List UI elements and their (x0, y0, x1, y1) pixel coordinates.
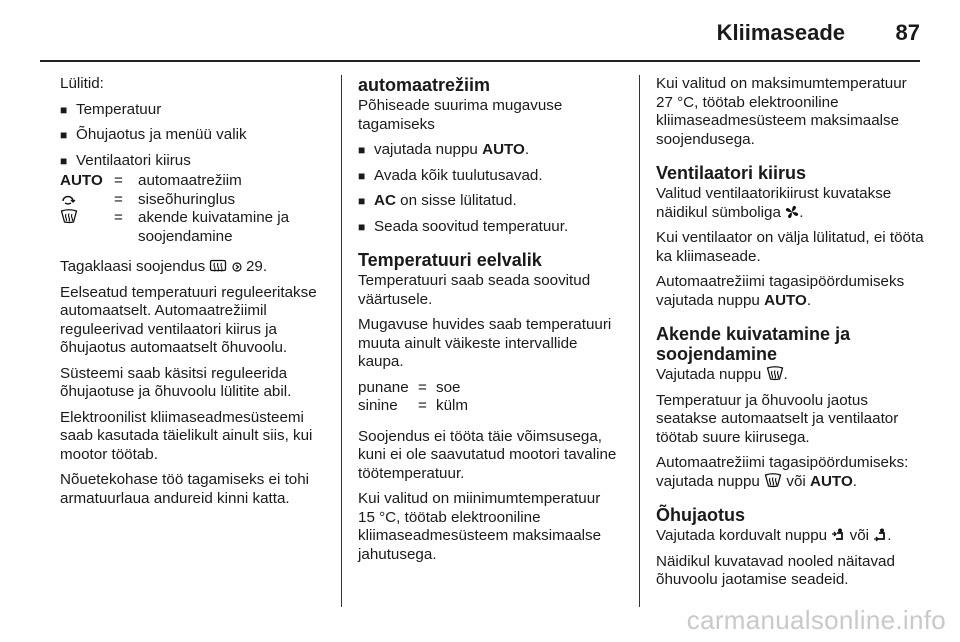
list-item: ■ Avada kõik tuulutusavad. (358, 166, 543, 184)
page-reference: 29. (245, 258, 268, 275)
definition-row: = siseõhuringlus (60, 191, 332, 210)
paragraph: Vajutada nuppu . (656, 366, 788, 383)
recirculation-icon (60, 192, 76, 206)
air-distribution-lower-icon (873, 528, 887, 542)
definition-row: AUTO = automaatrežiim (60, 172, 242, 189)
air-distribution-upper-icon (831, 528, 845, 542)
paragraph: Automaatrežiimi tagasipöördumiseks vajutada nuppu AUTO. (656, 273, 905, 309)
list-item: ■ Ventilaatori kiirus (60, 151, 191, 169)
paragraph: Eelseatud temperatuuri reguleeritakse automaatselt. Automaatrežiimil reguleerivad ventilaatori kiirus ja õhujaotus automaatselt õhuvoolu. (60, 283, 317, 356)
page-reference-icon (232, 261, 242, 273)
column-divider-2 (639, 75, 640, 607)
switches-label: Lülitid: (60, 75, 104, 92)
list-item: ■ vajutada nuppu AUTO. (358, 141, 530, 158)
bullet-icon: ■ (60, 128, 68, 142)
paragraph: Soojendus ei tööta täie võimsusega, kuni ei ole saavutatud mootori tavaline töötemperatuur. (358, 427, 617, 482)
list-item: ■ Temperatuur (60, 100, 162, 118)
section-heading: Temperatuuri eelvalik (358, 250, 542, 270)
paragraph: Põhiseade suurima mugavuse tagamiseks (358, 97, 563, 133)
definition-row: sinine = külm (358, 397, 469, 414)
definition-row: punane = soe (358, 378, 461, 396)
bullet-icon: ■ (358, 168, 366, 183)
switch-definitions (60, 172, 332, 246)
section-heading: Akende kuivatamine ja soojendamine (656, 324, 851, 364)
column-1 (60, 75, 332, 515)
section-heading: automaatrežiim (358, 75, 491, 95)
paragraph: Mugavuse huvides saab temperatuuri muuta ainult väikeste intervallide kaupa. (358, 316, 612, 370)
paragraph: Elektroonilist kliimaseadmesüsteemi saab kasutada täielikult ainult siis, kui mootor töötab. (60, 408, 313, 463)
bullet-icon: ■ (60, 153, 68, 168)
bullet-icon: ■ (358, 194, 366, 208)
definition-row: = akende kuivatamine ja soojendamine (60, 209, 332, 246)
rear-window-heating-icon (209, 259, 227, 273)
column-3 (656, 75, 924, 597)
windshield-defrost-icon (60, 209, 78, 224)
paragraph: Kui valitud on maksimumtemperatuur 27 °C, töötab elektrooniline kliimaseadmesüsteem maksimaalse soojendusega. (656, 75, 907, 148)
definition-term: AUTO (60, 172, 103, 189)
list-item: ■ Õhujaotus ja menüü valik (60, 126, 247, 143)
column-divider-1 (341, 75, 342, 607)
bullet-icon: ■ (60, 102, 68, 117)
paragraph: Süsteemi saab käsitsi reguleerida õhujaotuse ja õhuvoolu lülitite abil. (60, 364, 292, 400)
column-2 (358, 75, 620, 571)
paragraph: Vajutada korduvalt nuppu või . (656, 527, 892, 544)
paragraph: Kui ventilaator on välja lülitatud, ei tööta ka kliimaseade. (656, 229, 924, 265)
bullet-icon: ■ (358, 143, 366, 157)
paragraph: Automaatrežiimi tagasipöördumiseks: vajutada nuppu või AUTO. (656, 454, 909, 490)
fan-icon (785, 205, 799, 219)
windshield-defrost-icon (764, 473, 782, 488)
paragraph: Temperatuur ja õhuvoolu jaotus seatakse automaatselt ja ventilaator töötab suure kiirusega. (656, 391, 899, 446)
paragraph: Temperatuuri saab seada soovitud väärtusele. (358, 272, 591, 308)
rear-window-heating-ref: Tagaklaasi soojendus 29. (60, 258, 268, 275)
watermark: carmanualsonline.info (686, 605, 946, 635)
paragraph: Nõuetekohase töö tagamiseks ei tohi armatuurlaua andureid kinni katta. (60, 471, 310, 507)
page-number: 87 (895, 20, 920, 45)
page-header (0, 14, 960, 50)
list-item: ■ AC on sisse lülitatud. (358, 192, 517, 209)
paragraph: Näidikul kuvatavad nooled näitavad õhuvoolu jaotamise seadeid. (656, 552, 895, 588)
windshield-defrost-icon (766, 366, 784, 381)
section-heading: Ventilaatori kiirus (656, 163, 807, 183)
paragraph: Valitud ventilaatorikiirust kuvatakse näidikul sümboliga . (656, 185, 892, 221)
paragraph: Kui valitud on miinimumtemperatuur 15 °C, töötab elektrooniline kliimaseadmesüsteem maksimaalse jahutusega. (358, 490, 602, 563)
header-rule (40, 60, 920, 62)
bullet-icon: ■ (358, 219, 366, 234)
list-item: ■ Seada soovitud temperatuur. (358, 217, 569, 235)
page-title: Kliimaseade (716, 20, 845, 45)
temperature-colors (358, 379, 468, 416)
section-heading: Õhujaotus (656, 505, 745, 525)
